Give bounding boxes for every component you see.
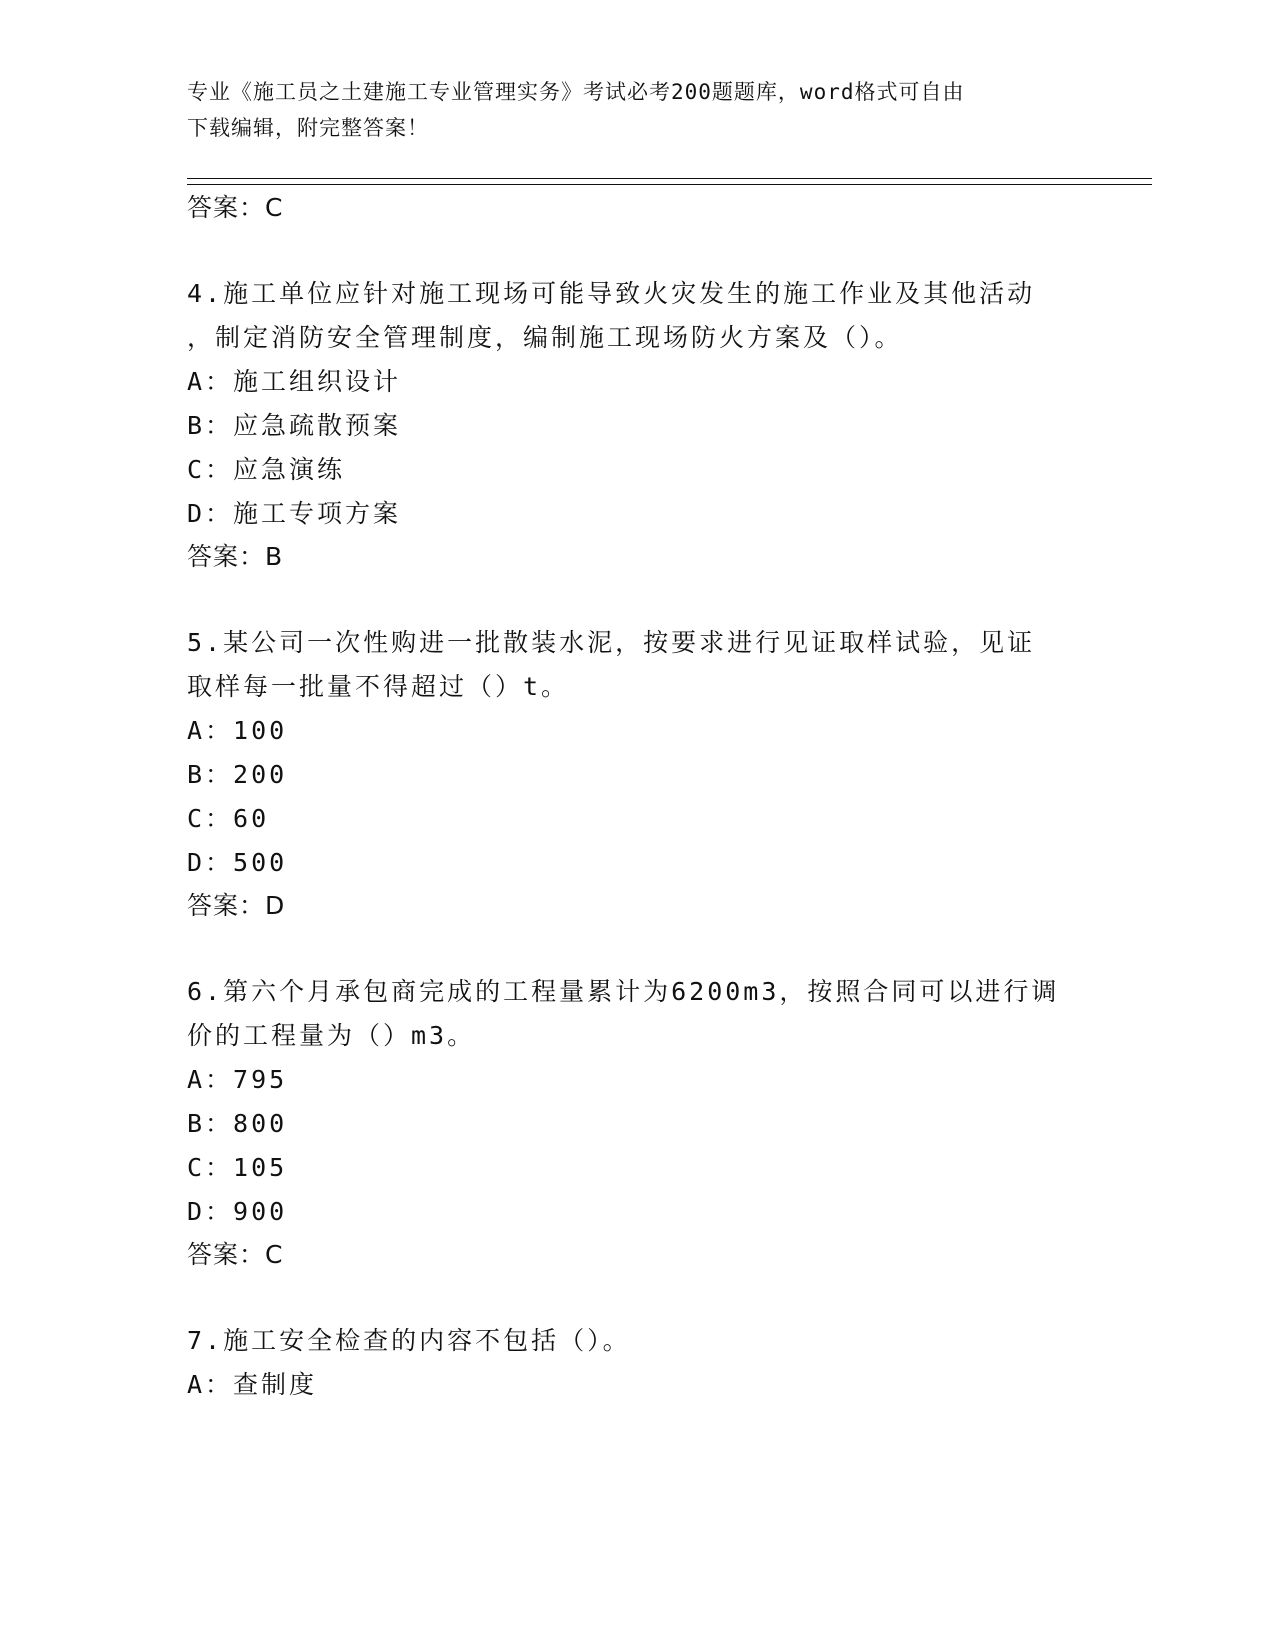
q4-option-a: A：施工组织设计 — [187, 367, 402, 396]
q5-option-d: D：500 — [187, 848, 288, 877]
answer-q3: 答案：C — [187, 193, 284, 222]
answer-q5: 答案：D — [187, 891, 286, 920]
q5-stem-line-1: 5.某公司一次性购进一批散装水泥，按要求进行见证取样试验，见证 — [187, 628, 1036, 657]
header-line-1: 专业《施工员之土建施工专业管理实务》考试必考200题题库，word格式可自由 — [187, 80, 965, 104]
header-rule-bottom — [187, 184, 1152, 185]
q6-stem-line-2: 价的工程量为（）m3。 — [187, 1021, 476, 1050]
header-rule-top — [187, 178, 1152, 179]
q5-stem-line-2: 取样每一批量不得超过（）t。 — [187, 672, 570, 701]
q6-stem-line-1: 6.第六个月承包商完成的工程量累计为6200m3，按照合同可以进行调 — [187, 977, 1060, 1006]
q6-option-d: D：900 — [187, 1197, 288, 1226]
q5-option-c: C：60 — [187, 804, 270, 833]
q6-option-c: C：105 — [187, 1153, 288, 1182]
q7-option-a: A：查制度 — [187, 1370, 318, 1399]
q4-option-d: D：施工专项方案 — [187, 499, 402, 528]
document-header — [187, 74, 1067, 146]
q4-option-c: C：应急演练 — [187, 455, 346, 484]
q5-option-a: A：100 — [187, 716, 288, 745]
q6-option-a: A：795 — [187, 1065, 288, 1094]
answer-q4: 答案：B — [187, 542, 284, 571]
q4-stem-line-2: ，制定消防安全管理制度，编制施工现场防火方案及（）。 — [187, 323, 903, 352]
header-line-2: 下载编辑，附完整答案！ — [187, 116, 429, 140]
q6-option-b: B：800 — [187, 1109, 288, 1138]
q4-stem-line-1: 4.施工单位应针对施工现场可能导致火灾发生的施工作业及其他活动 — [187, 279, 1036, 308]
q4-option-b: B：应急疏散预案 — [187, 411, 402, 440]
q5-option-b: B：200 — [187, 760, 288, 789]
answer-q6: 答案：C — [187, 1240, 284, 1269]
q7-stem-line-1: 7.施工安全检查的内容不包括（）。 — [187, 1326, 631, 1355]
